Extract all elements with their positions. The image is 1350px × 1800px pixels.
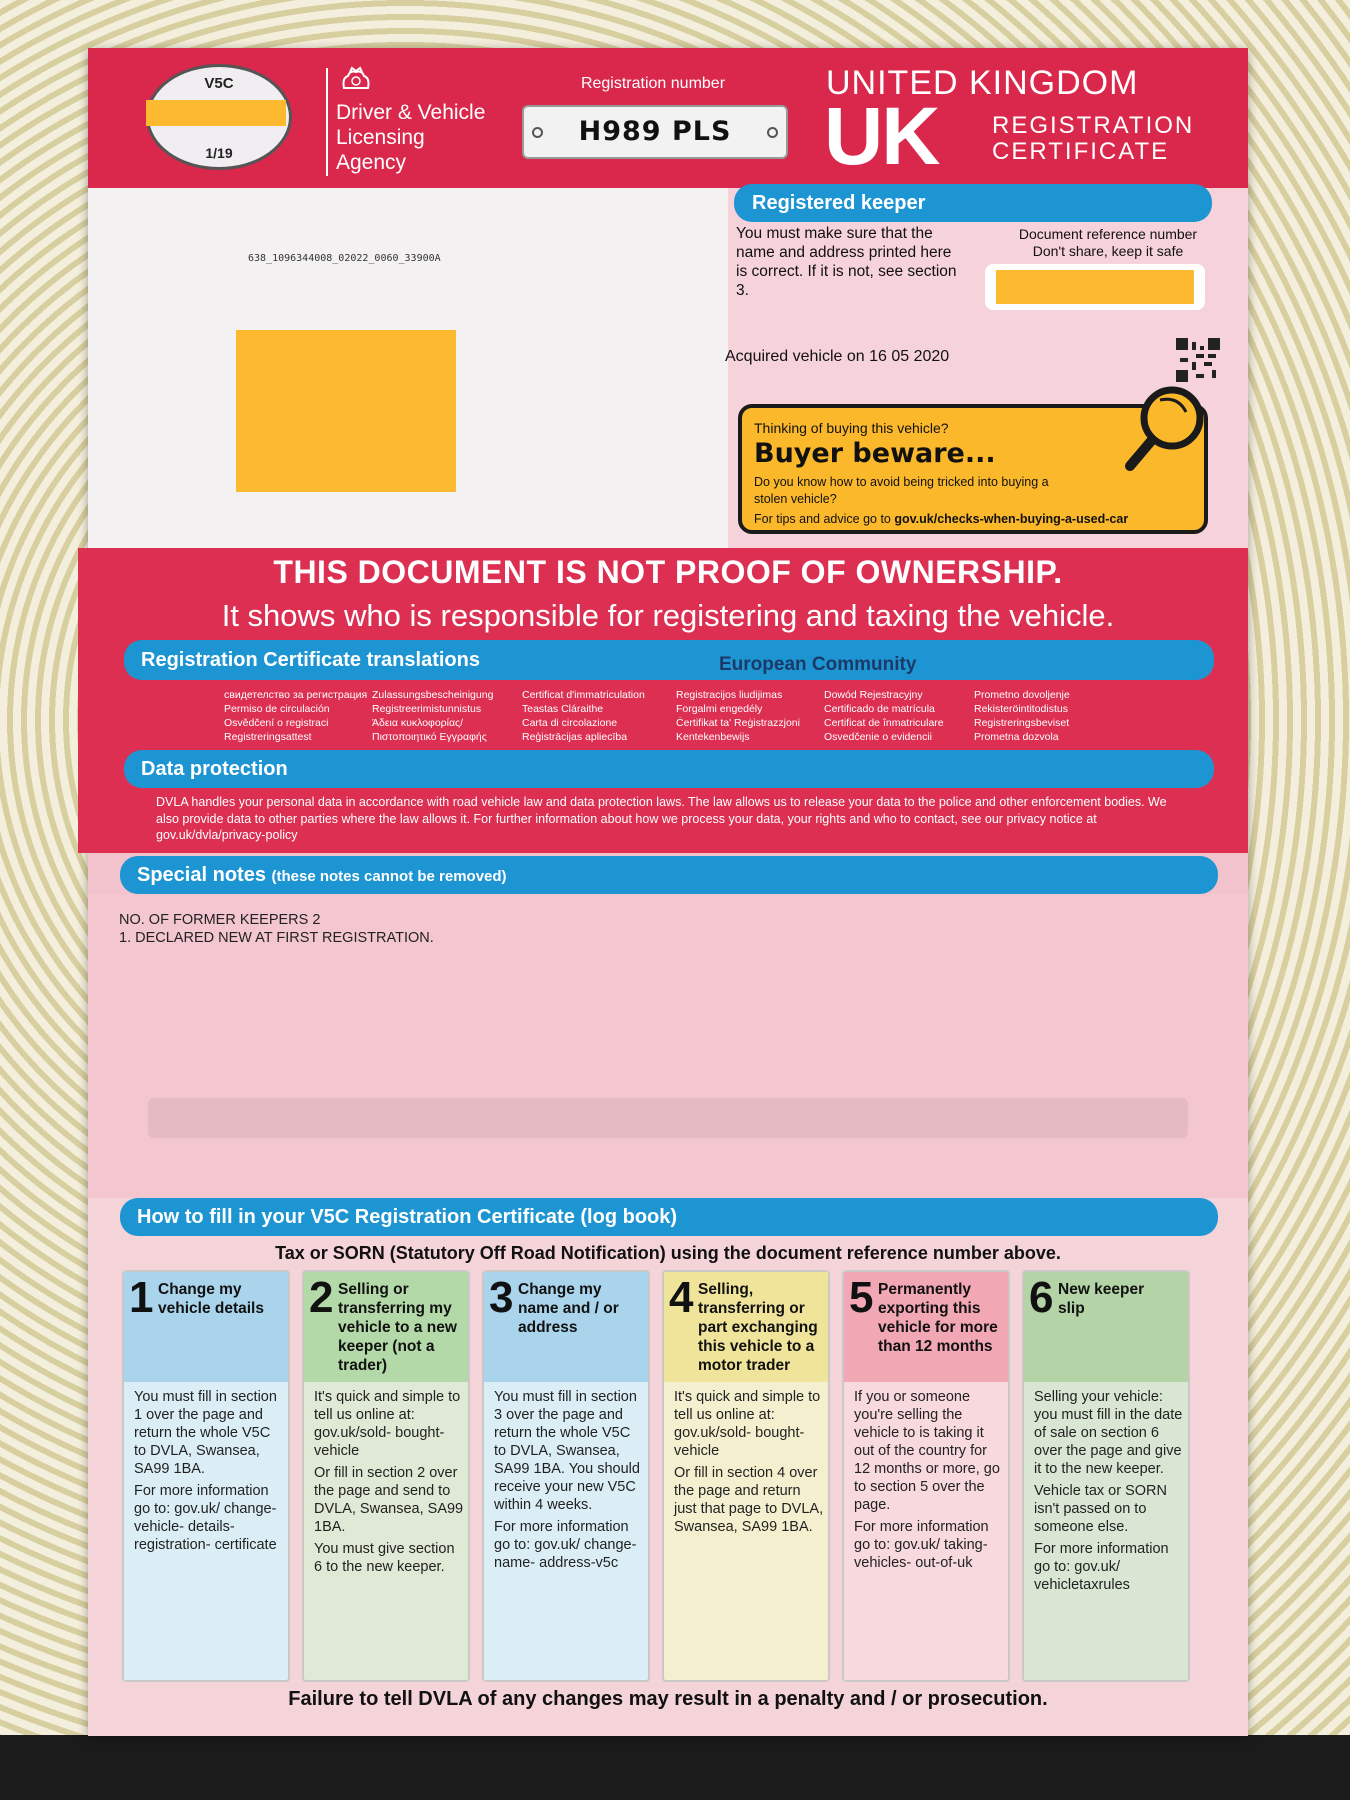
section-tile-3 — [482, 1270, 650, 1682]
special-notes-heading — [120, 856, 1218, 894]
tile-number: 3 — [489, 1273, 514, 1322]
translation-item: Permiso de circulación — [224, 703, 330, 715]
translation-item: Rekisteröintitodistus — [974, 703, 1068, 715]
tile-body — [494, 1388, 644, 1576]
tile-paragraph: It's quick and simple to tell us online at: gov.uk/sold- bought-vehicle — [314, 1389, 461, 1459]
translation-item: Πιστοποιητικό Εγγραφής — [372, 731, 487, 743]
translation-column — [974, 688, 1070, 744]
translation-item: Certificado de matrícula — [824, 703, 935, 715]
responsibility-subheading: It shows who is responsible for registering and taxing the vehicle. — [221, 598, 1115, 633]
tile-paragraph: For more information go to: gov.uk/ change-name- address-v5c — [494, 1519, 637, 1571]
not-proof-of-ownership-heading: THIS DOCUMENT IS NOT PROOF OF OWNERSHIP. — [273, 554, 1063, 590]
translation-item: Registreringsattest — [224, 731, 312, 743]
tile-paragraph: For more information go to: gov.uk/ change-vehicle- details-registration- certificate — [134, 1483, 277, 1553]
section-tile-5 — [842, 1270, 1010, 1682]
tile-paragraph: If you or someone you're selling the vehicle to is taking it out of the country for 12 months or more, go to section 5 over the page. — [854, 1389, 1000, 1513]
tile-number: 5 — [849, 1273, 874, 1322]
tile-title: New keeper slip — [1058, 1281, 1145, 1317]
tile-title: Selling or transferring my vehicle to a new keeper (not a trader) — [338, 1281, 457, 1374]
agency-line: Driver & Vehicle — [336, 101, 486, 124]
redaction-address — [236, 330, 456, 492]
translation-column — [372, 688, 493, 744]
section-tile-2 — [302, 1270, 470, 1682]
translation-column — [676, 688, 800, 744]
data-protection-heading: Data protection — [124, 750, 1214, 788]
translation-item: Certificat d'immatriculation — [522, 689, 645, 701]
tile-paragraph: Selling your vehicle: you must fill in the date of sale on section 6 over the page and give it to the new keeper. — [1034, 1389, 1183, 1477]
translation-item: Ċertifikat ta' Reġistrazzjoni — [676, 717, 800, 729]
special-notes-subtitle: (these notes cannot be removed) — [271, 868, 507, 885]
translation-column — [824, 688, 944, 744]
certificate-title — [992, 113, 1194, 165]
how-to-fill-heading: How to fill in your V5C Registration Certificate (log book) — [120, 1198, 1218, 1236]
acquired-date: Acquired vehicle on 16 05 2020 — [725, 348, 950, 365]
redaction-serial — [146, 100, 286, 126]
registration-number: H989 PLS — [578, 116, 732, 147]
translation-item: Teastas Cláraithe — [522, 703, 604, 715]
tracking-code: 638_1096344008_02022_0060_33900A — [248, 253, 441, 264]
registered-keeper-heading: Registered keeper — [734, 184, 1212, 222]
translation-item: Osvedčenie o evidencii — [824, 731, 932, 743]
registration-number-label: Registration number — [580, 75, 726, 92]
tile-number: 2 — [309, 1273, 334, 1322]
translation-item: Carta di circolazione — [522, 717, 618, 729]
tile-number: 6 — [1029, 1273, 1054, 1322]
country-name: UNITED KINGDOM — [826, 64, 1139, 102]
tile-title: Change my vehicle details — [158, 1281, 264, 1317]
qr-code-icon — [1176, 338, 1220, 382]
translation-item: Registreerimistunnistus — [372, 703, 482, 715]
plate-screw-icon — [532, 127, 543, 138]
section-tile-4 — [662, 1270, 830, 1682]
penalty-warning: Failure to tell DVLA of any changes may result in a penalty and / or prosecution. — [288, 1688, 1048, 1710]
translation-item: Kentekenbewijs — [676, 731, 750, 743]
v5c-document — [88, 48, 1248, 1736]
translation-item: Certificat de înmatriculare — [824, 717, 944, 729]
royal-crest-icon — [336, 66, 376, 96]
translation-item: Άδεια κυκλοφορίας/ — [372, 717, 464, 729]
data-protection-text: DVLA handles your personal data in accordance with road vehicle law and data protection laws. The law allows us to release your data to the police and other enforcement bodies. We also provide data to other parties where the law allows it. For further information about how we process your data, your rights and who to contact, see our privacy notice at gov.uk/dvla/privacy-policy — [156, 795, 1167, 842]
tile-number: 1 — [129, 1273, 154, 1322]
certificate-title-line: REGISTRATION — [992, 112, 1195, 139]
tile-paragraph: Or fill in section 2 over the page and send to DVLA, Swansea, SA99 1BA. — [314, 1465, 464, 1535]
tile-paragraph: For more information go to: gov.uk/ vehicletaxrules — [1034, 1541, 1169, 1593]
redaction-document-reference — [996, 270, 1194, 304]
tile-paragraph: Or fill in section 4 over the page and return just that page to DVLA, Swansea, SA99 1BA. — [674, 1465, 824, 1535]
translation-item: Prometno dovoljenje — [974, 689, 1070, 701]
special-notes-area — [88, 894, 1248, 1244]
tile-paragraph: Vehicle tax or SORN isn't passed on to someone else. — [1034, 1483, 1167, 1535]
agency-line: Agency — [336, 151, 407, 174]
translation-item: Dowód Rejestracyjny — [824, 689, 923, 701]
tile-paragraph: It's quick and simple to tell us online at: gov.uk/sold- bought-vehicle — [674, 1389, 821, 1459]
docref-line: Don't share, keep it safe — [1032, 243, 1184, 259]
tile-paragraph: You must fill in section 3 over the page and return the whole V5C to DVLA, Swansea, SA99 1BA. You should receive your new V5C within 4 weeks. — [494, 1389, 640, 1513]
tile-paragraph: You must fill in section 1 over the page and return the whole V5C to DVLA, Swansea, SA99 1BA. — [134, 1389, 277, 1477]
tile-number: 4 — [669, 1273, 694, 1322]
agency-line: Licensing — [336, 126, 425, 149]
translation-item: Registracijos liudijimas — [676, 689, 783, 701]
tile-paragraph: For more information go to: gov.uk/ taking-vehicles- out-of-uk — [854, 1519, 989, 1571]
section-tile-6 — [1022, 1270, 1190, 1682]
section-tile-1 — [122, 1270, 290, 1682]
document-header — [88, 48, 1248, 188]
translations-heading — [124, 640, 1214, 680]
translation-item: Reģistrācijas apliecība — [522, 731, 628, 743]
translation-item: Osvědčení o registraci — [224, 717, 329, 729]
special-notes-title: Special notes — [137, 864, 266, 886]
european-community-label: European Community — [719, 654, 917, 675]
docref-line: Document reference number — [1018, 226, 1198, 242]
magnifying-glass-icon — [1120, 382, 1210, 482]
table-surface — [0, 1735, 1350, 1800]
translation-column — [522, 688, 645, 744]
tile-title: Permanently exporting this vehicle for more than 12 months — [878, 1281, 998, 1355]
translation-item: Prometna dozvola — [974, 731, 1059, 743]
tile-body — [854, 1388, 1004, 1576]
tile-body — [134, 1388, 284, 1558]
beware-tip — [754, 512, 1128, 526]
tile-paragraph: You must give section 6 to the new keeper. — [314, 1541, 455, 1575]
faded-print-strip — [148, 1098, 1188, 1138]
tile-body — [314, 1388, 464, 1580]
beware-text: Do you know how to avoid being tricked into buying a stolen vehicle? — [754, 475, 1049, 506]
document-reference-label — [988, 226, 1228, 260]
translation-item: Registreringsbeviset — [974, 717, 1070, 729]
declared-new-note: 1. DECLARED NEW AT FIRST REGISTRATION. — [119, 930, 434, 946]
tile-body — [1034, 1388, 1184, 1598]
translation-item: свидетелство за регистрация — [224, 689, 368, 701]
tax-or-sorn-line: Tax or SORN (Statutory Off Road Notification) using the document reference number above. — [275, 1243, 1061, 1263]
certificate-title-line: CERTIFICATE — [992, 138, 1170, 165]
translation-item: Forgalmi engedély — [676, 703, 763, 715]
tip-link[interactable]: gov.uk/checks-when-buying-a-used-car — [894, 512, 1129, 526]
translation-column — [224, 688, 367, 744]
keeper-instructions: You must make sure that the name and address printed here is correct. If it is not, see section 3. — [736, 225, 957, 299]
tile-title: Selling, transferring or part exchanging this vehicle to a motor trader — [698, 1281, 818, 1374]
divider — [326, 68, 328, 176]
form-version: 1/19 — [205, 145, 233, 161]
registration-plate — [522, 105, 788, 159]
plate-screw-icon — [767, 127, 778, 138]
beware-question: Thinking of buying this vehicle? — [754, 420, 949, 436]
former-keepers-note: NO. OF FORMER KEEPERS 2 — [119, 912, 321, 928]
translations-title: Registration Certificate translations — [141, 649, 480, 671]
beware-heading: Buyer beware... — [754, 438, 996, 469]
tip-prefix: For tips and advice go to — [754, 512, 895, 526]
form-code: V5C — [204, 75, 234, 92]
agency-name — [336, 100, 485, 175]
country-code: UK — [824, 91, 939, 182]
translation-item: Zulassungsbescheinigung — [372, 689, 494, 701]
tile-body — [674, 1388, 824, 1540]
tile-title: Change my name and / or address — [518, 1281, 619, 1336]
